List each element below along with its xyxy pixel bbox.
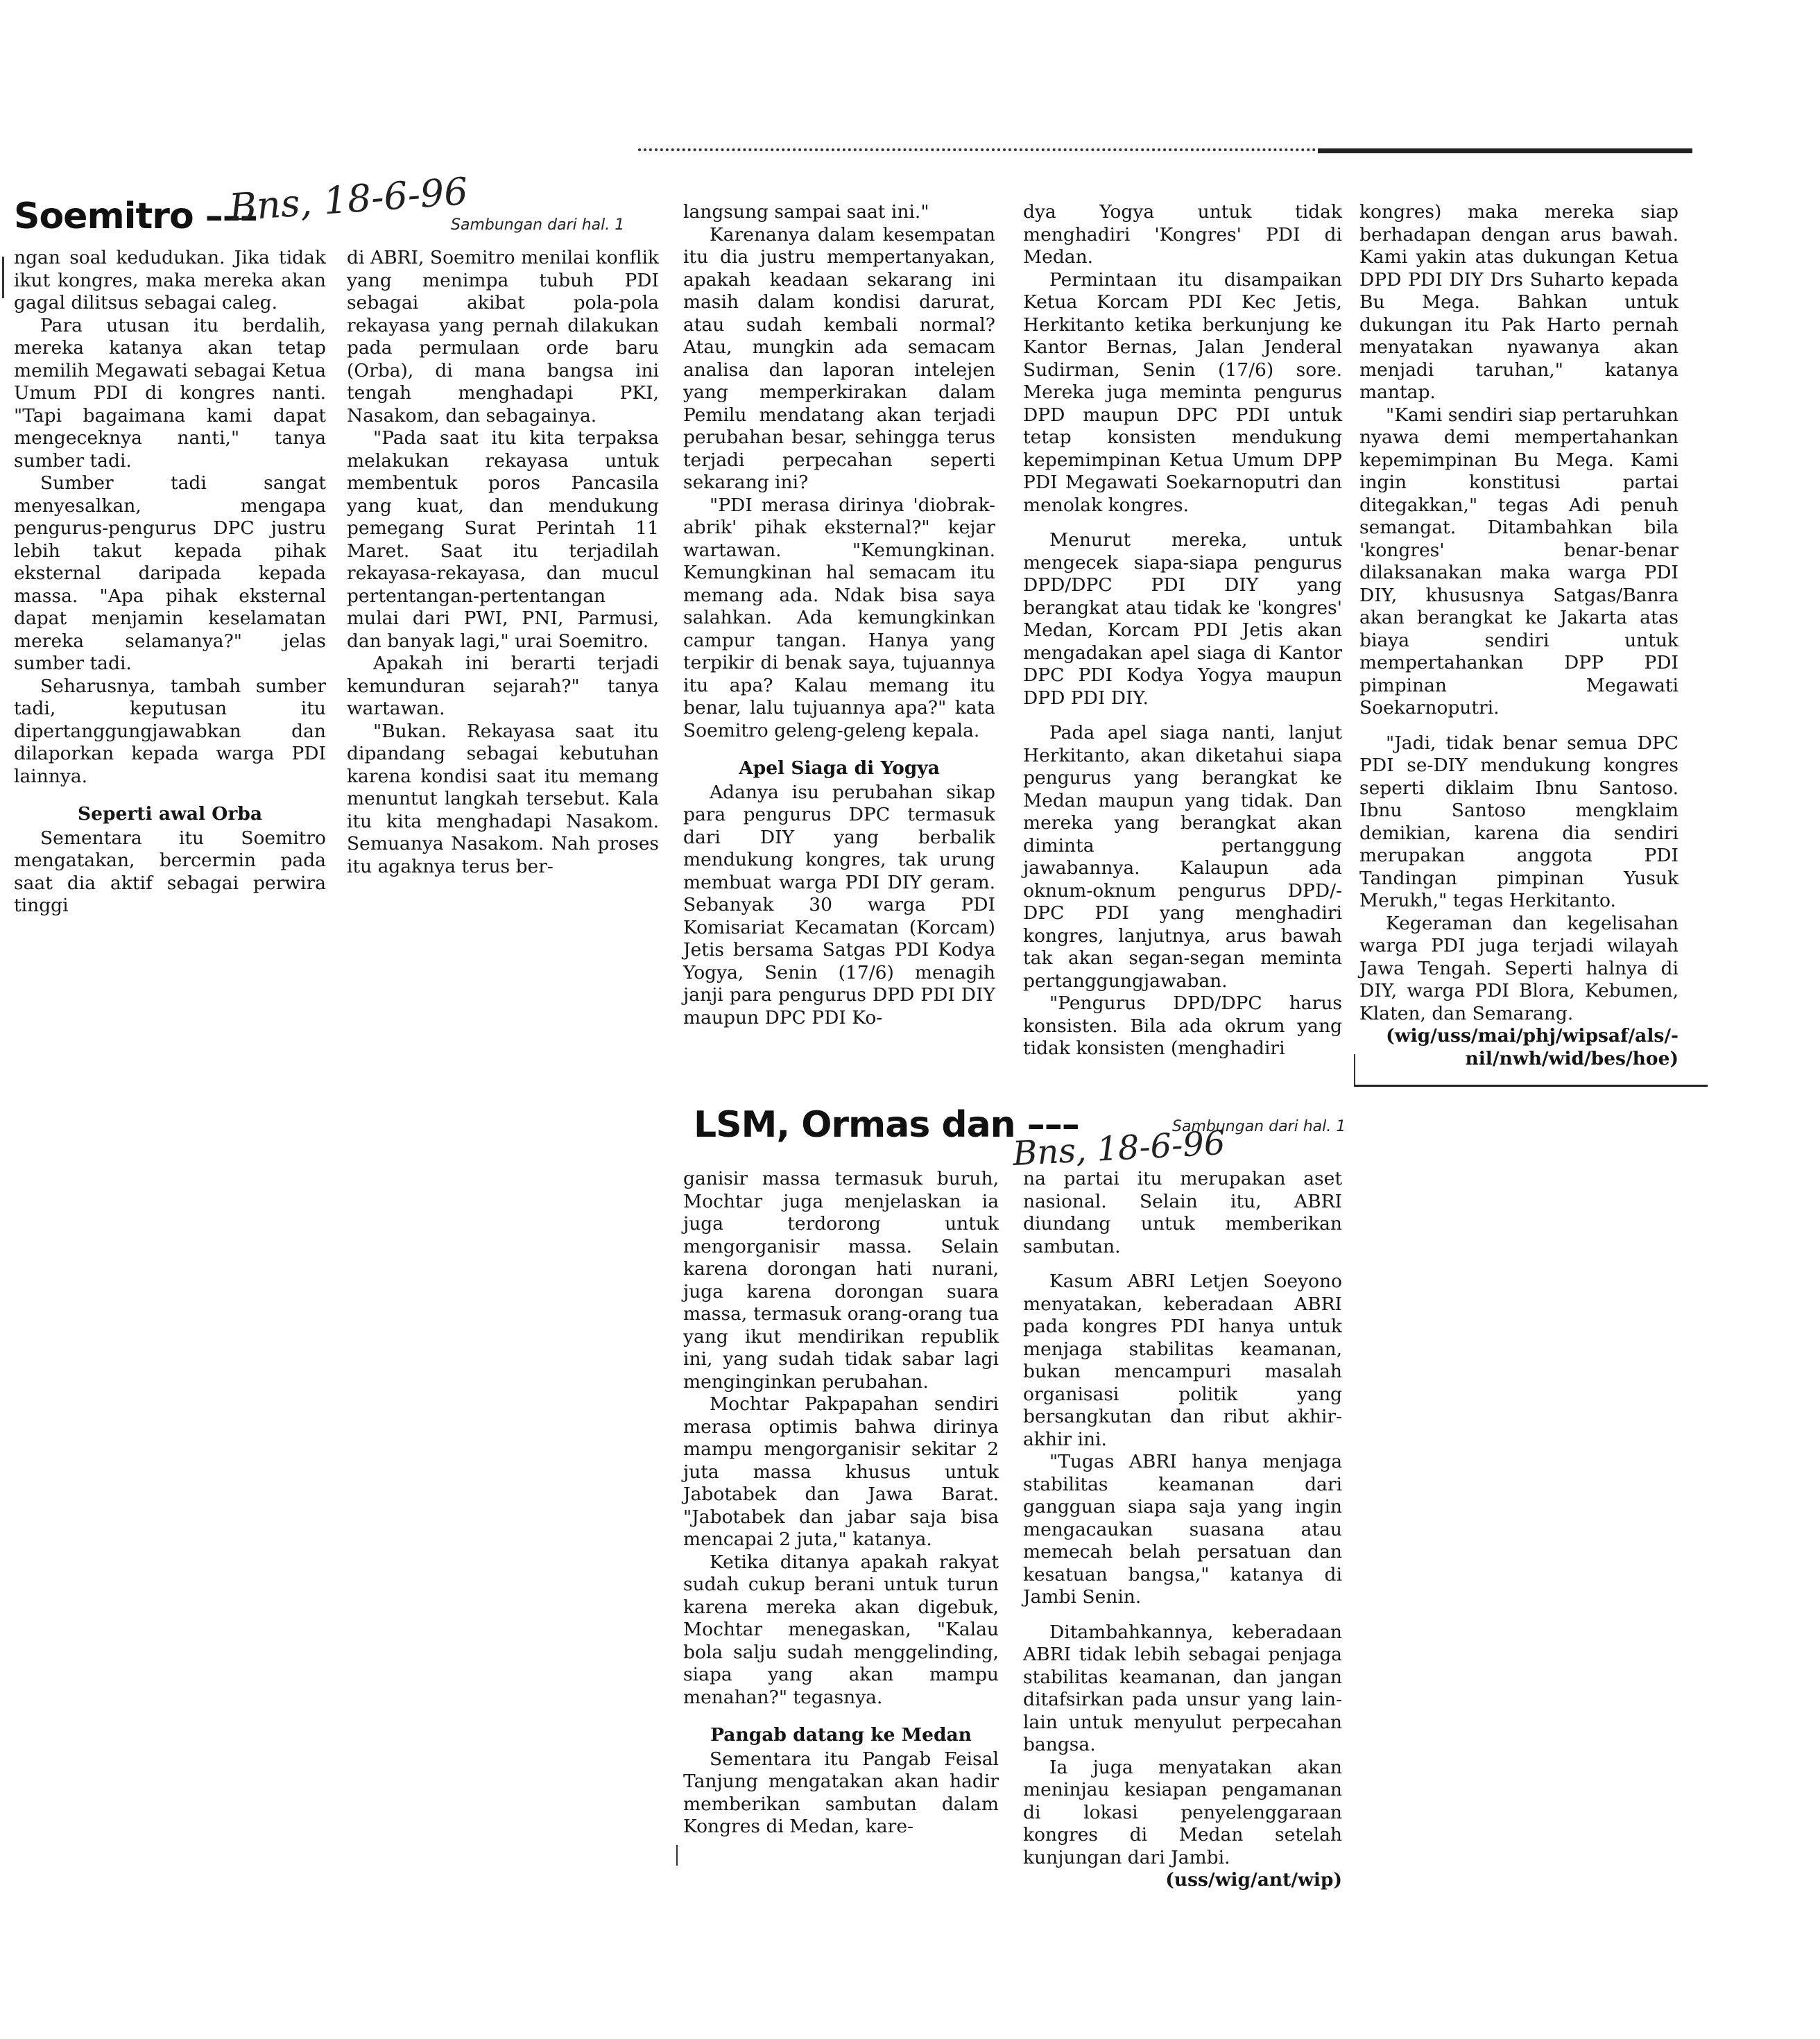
article1-column-4: [1023, 201, 1342, 1060]
paragraph: "Jadi, tidak benar semua DPC PDI se-DIY mendukung kongres seperti diklaim Ibnu Santoso. Ibnu Santoso mengklaim demikian, karena dia sendiri merupakan anggota PDI Tandingan pimpinan Yusuk Merukh," tegas Herkitanto.: [1359, 732, 1679, 911]
article2-column-2: [1023, 1168, 1342, 1892]
paragraph: Ia juga menyatakan akan meninjau kesiapan pengamanan di lokasi penyelenggaraan kongres di Medan setelah kunjungan dari Jambi.: [1023, 1756, 1342, 1868]
paragraph: Apakah ini berarti terjadi kemunduran sejarah?" tanya wartawan.: [347, 653, 659, 719]
paragraph: Sementara itu Soemitro mengatakan, bercermin pada saat dia aktif sebagai perwira tinggi: [14, 827, 326, 916]
paragraph: langsung sampai saat ini.": [683, 201, 929, 223]
paragraph: Sementara itu Pangab Feisal Tanjung mengatakan akan hadir memberikan sambutan dalam Kongres di Medan, kare-: [683, 1748, 999, 1837]
paragraph: di ABRI, Soemitro menilai konflik yang menimpa tubuh PDI sebagai akibat pola-pola rekayasa yang pernah dilakukan pada permulaan orde baru (Orba), di mana bangsa ini tengah menghadapi PKI, Nasakom, dan sebagainya.: [347, 247, 659, 427]
paragraph: "Pengurus DPD/DPC harus konsisten. Bila ada okrum yang tidak konsisten (menghadiri: [1023, 992, 1342, 1059]
paragraph: Sumber tadi sangat menyesalkan, mengapa pengurus-pengurus DPC justru lebih takut kepada pihak eksternal daripada kepada massa. "Apa pihak eksternal dapat menjamin keselamatan mereka selamanya?" jelas sumber tadi.: [14, 472, 326, 674]
paragraph: ngan soal kedudukan. Jika tidak ikut kongres, maka mereka akan gagal dilitsus sebagai caleg.: [14, 247, 326, 313]
subheading: Pangab datang ke Medan: [710, 1724, 972, 1746]
paragraph: Ditambahkannya, keberadaan ABRI tidak lebih sebagai penjaga stabilitas keamanan, dan jangan ditafsirkan pada unsur yang lain-lain untuk menyulut perpecahan bangsa.: [1023, 1621, 1342, 1755]
subheading: Apel Siaga di Yogya: [739, 757, 940, 779]
paragraph: "Kami sendiri siap pertaruhkan nyawa demi mempertahankan kepemimpinan Bu Mega. Kami ingin konstitusi partai ditegakkan," tegas Adi penuh semangat. Ditambahkan bila 'kongres' benar-benar dilaksanakan maka warga PDI DIY, khususnya Satgas/Banra akan berangkat ke Jakarta atas biaya sendiri untuk mempertahankan DPP PDI pimpinan Megawati Soekarnoputri.: [1359, 404, 1679, 719]
article1-column-2: [347, 247, 659, 878]
article2-headline: LSM, Ormas dan –––: [694, 1104, 1079, 1146]
paragraph: kongres) maka mereka siap berhadapan dengan arus bawah. Kami yakin atas dukungan Ketua DPD PDI DIY Drs Suharto kepada Bu Mega. Bahkan untuk dukungan itu Pak Harto pernah menyatakan nyawanya akan menjadi taruhan," katanya mantap.: [1359, 201, 1679, 403]
paragraph: ganisir massa termasuk buruh, Mochtar juga menjelaskan ia juga terdorong untuk mengorganisir massa. Selain karena dorongan hati nurani, juga karena dorongan suara massa, termasuk orang-orang tua yang ikut mendirikan republik ini, yang sudah tidak sabar lagi menginginkan perubahan.: [683, 1168, 999, 1393]
column-divider: [1354, 1054, 1355, 1085]
article1-continued-label: Sambungan dari hal. 1: [451, 216, 625, 234]
paragraph: Kegeraman dan kegelisahan warga PDI juga terjadi wilayah Jawa Tengah. Seperti halnya di DIY, warga PDI Blora, Kebumen, Klaten, dan Semarang.: [1359, 912, 1679, 1024]
subheading: Seperti awal Orba: [77, 803, 263, 825]
article2-column-1: [683, 1168, 999, 1839]
paragraph: Kasum ABRI Letjen Soeyono menyatakan, keberadaan ABRI pada kongres PDI hanya untuk menjaga stabilitas keamanan, bukan mencampuri masalah organisasi politik yang bersangkutan dan ribut akhir-akhir ini.: [1023, 1271, 1342, 1450]
paragraph: Karenanya dalam kesempatan itu dia justru mempertanyakan, apakah keadaan sekarang ini masih dalam kondisi darurat, atau sudah kembali normal? Atau, mungkin ada semacam analisa dan laporan intelejen yang memperkirakan dalam Pemilu mendatang akan terjadi perubahan besar, sehingga terus terjadi perpecahan seperti sekarang ini?: [683, 223, 995, 493]
clipping-top-edge-heavy: [1318, 148, 1692, 153]
paragraph: Permintaan itu disampaikan Ketua Korcam PDI Kec Jetis, Herkitanto ketika berkunjung ke Kantor Bernas, Jalan Jenderal Sudirman, Senin (17/6) sore. Mereka juga meminta pengurus DPD maupun DPC PDI untuk tetap konsisten mendukung kepemimpinan Ketua Umum DPP PDI Megawati Soekarnoputri dan menolak kongres.: [1023, 268, 1342, 516]
paragraph: Menurut mereka, untuk mengecek siapa-siapa pengurus DPD/DPC PDI DIY yang berangkat atau tidak ke 'kongres' Medan, Korcam PDI Jetis akan mengadakan apel siaga di Kantor DPC PDI Kodya Yogya maupun DPD PDI DIY.: [1023, 529, 1342, 709]
paragraph: Adanya isu perubahan sikap para pengurus DPC termasuk dari DIY yang berbalik mendukung kongres, tak urung membuat warga PDI DIY geram. Sebanyak 30 warga PDI Komisariat Kecamatan (Korcam) Jetis bersama Satgas PDI Kodya Yogya, Senin (17/6) menagih janji para pengurus DPD PDI DIY maupun DPC PDI Ko-: [683, 781, 995, 1029]
article1-column-3: [683, 201, 995, 1029]
clipping-bottom-left-mark: [676, 1845, 678, 1866]
paragraph: "Bukan. Rekayasa saat itu dipandang sebagai kebutuhan karena kondisi saat itu memang menuntut langkah tersebut. Kala itu kita menghadapi Nasakom. Semuanya Nasakom. Nah proses itu agaknya terus ber-: [347, 720, 659, 877]
article1-handwritten-date: Bns, 18-6-96: [228, 169, 470, 230]
article2-continued-label: Sambungan dari hal. 1: [1172, 1118, 1346, 1135]
paragraph: Ketika ditanya apakah rakyat sudah cukup berani untuk turun karena mereka akan digebuk, Mochtar menegaskan, "Kalau bola salju sudah menggelinding, siapa yang akan mampu menahan?" tegasnya.: [683, 1551, 999, 1708]
paragraph: Seharusnya, tambah sumber tadi, keputusan itu dipertanggungjawabkan dan dilaporkan kepada warga PDI lainnya.: [14, 675, 326, 787]
byline: (uss/wig/ant/wip): [1165, 1869, 1342, 1891]
paragraph: "Tugas ABRI hanya menjaga stabilitas keamanan dari gangguan siapa saja yang ingin mengacaukan suasana atau memecah belah persatuan dan kesatuan bangsa," katanya di Jambi Senin.: [1023, 1451, 1342, 1608]
article1-column-5: [1359, 201, 1679, 1070]
paragraph: "PDI merasa dirinya 'diobrak-abrik' pihak eksternal?" kejar wartawan. "Kemungkinan. Kemungkinan hal semacam itu memang ada. Ndak bisa saya salahkan. Ada kemungkinkan campur tangan. Hanya yang terpikir di benak saya, tujuannya itu apa? Kalau memang itu benar, lalu tujuannya apa?" kata Soemitro geleng-geleng kepala.: [683, 494, 995, 741]
paragraph: dya Yogya untuk tidak menghadiri 'Kongres' PDI di Medan.: [1023, 201, 1342, 268]
article1-end-rule: [1354, 1085, 1708, 1087]
paragraph: "Pada saat itu kita terpaksa melakukan rekayasa untuk membentuk poros Pancasila yang kuat, dan mendukung pemegang Surat Perintah 11 Maret. Saat itu terjadilah rekayasa-rekayasa, dan mucul pertentangan-pertentangan mulai dari PWI, PNI, Parmusi, dan banyak lagi," urai Soemitro.: [347, 427, 659, 652]
article1-column-1: [14, 247, 326, 918]
paragraph: na partai itu merupakan aset nasional. Selain itu, ABRI diundang untuk memberikan sambutan.: [1023, 1168, 1342, 1257]
paragraph: Mochtar Pakpapahan sendiri merasa optimis bahwa dirinya mampu mengorganisir sekitar 2 juta massa khusus untuk Jabotabek dan Jawa Barat. "Jabotabek dan jabar saja bisa mencapai 2 juta," katanya.: [683, 1393, 999, 1550]
article2-handwritten-date: Bns, 18-6-96: [1011, 1124, 1226, 1173]
article1-headline: Soemitro –––: [14, 196, 257, 237]
clipping-left-edge: [2, 257, 4, 298]
byline: (wig/uss/mai/phj/wipsaf/als/-nil/nwh/wid/bes/hoe): [1386, 1025, 1679, 1069]
paragraph: Para utusan itu berdalih, mereka katanya akan tetap memilih Megawati sebagai Ketua Umum PDI di kongres nanti. "Tapi bagaimana kami dapat mengeceknya nanti," tanya sumber tadi.: [14, 314, 326, 472]
paragraph: Pada apel siaga nanti, lanjut Herkitanto, akan diketahui siapa pengurus yang berangkat ke Medan maupun yang tidak. Dan mereka yang berangkat akan diminta pertanggung jawabannya. Kalaupun ada oknum-oknum pengurus DPD/-DPC PDI yang menghadiri kongres, lanjutnya, arus bawah tak akan segan-segan meminta pertanggungjawaban.: [1023, 722, 1342, 992]
